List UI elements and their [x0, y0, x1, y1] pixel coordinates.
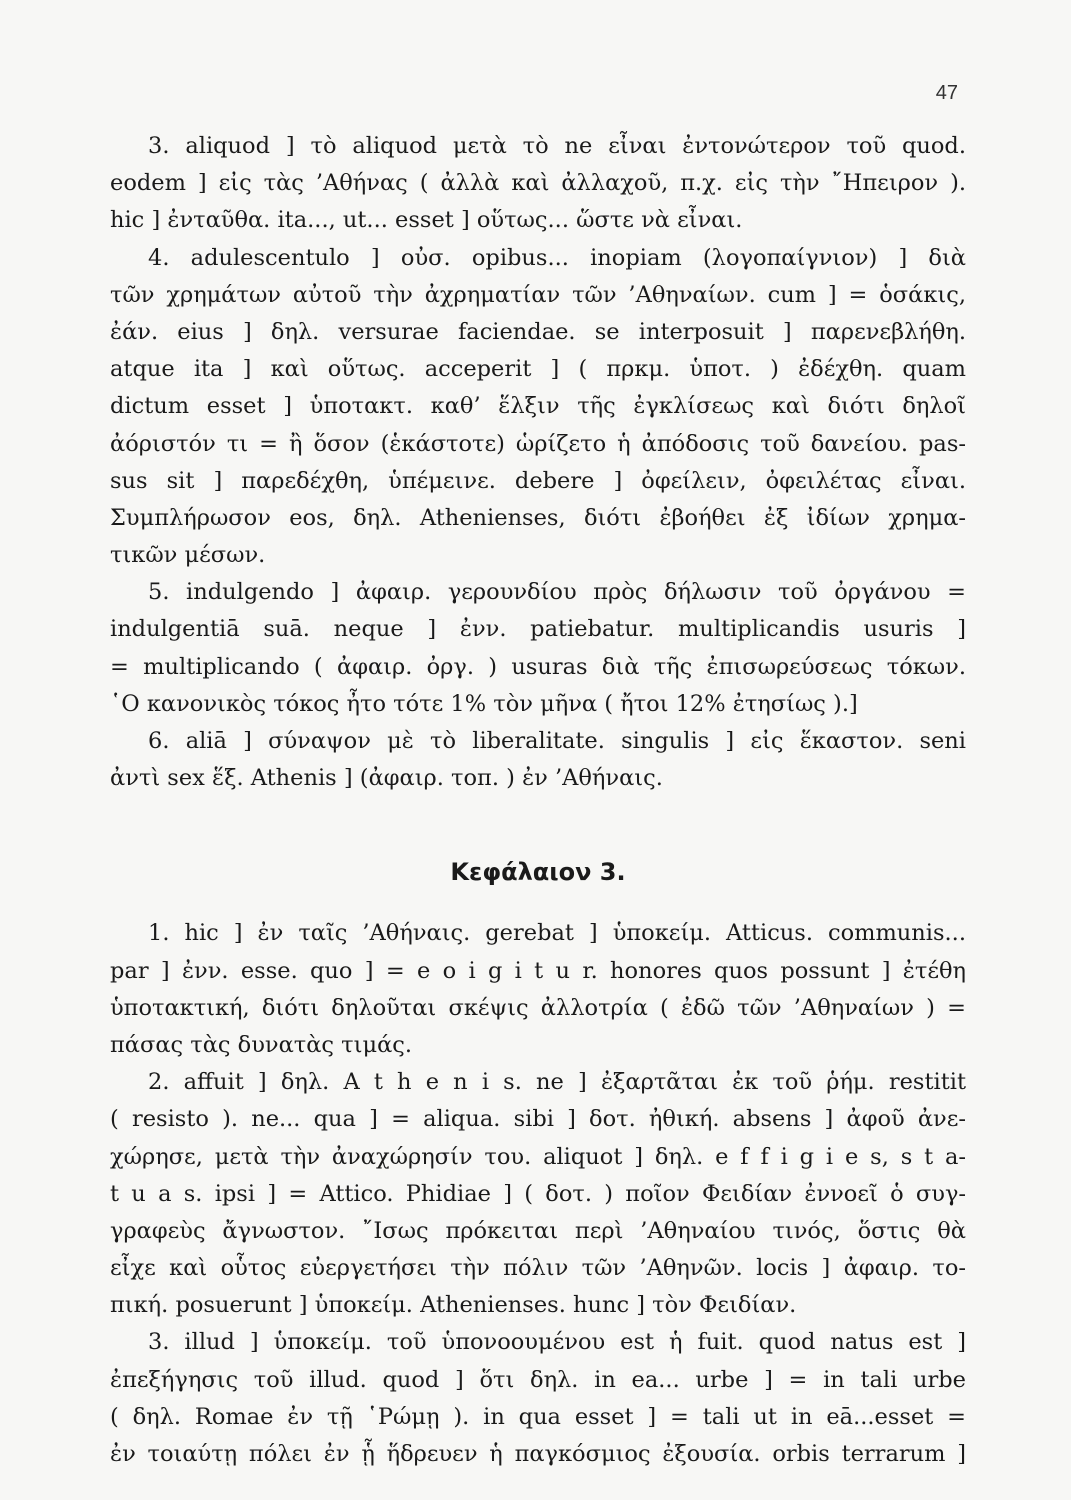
text-line: χώρησε, μετὰ τὴν ἀναχώρησίν του. aliquot ] δηλ. e f f i g i e s, s t a-: [110, 1143, 966, 1170]
text-line: τῶν χρημάτων αὐτοῦ τὴν ἀχρηματίαν τῶν ’Αθηναίων. cum ] = ὁσάκις,: [110, 281, 966, 308]
text-line: t u a s. ipsi ] = Attico. Phidiae ] ( δοτ. ) ποῖον Φειδίαν ἐννοεῖ ὁ συγ-: [110, 1180, 966, 1207]
text-line: 1. hic ] ἐν ταῖς ’Αθήναις. gerebat ] ὑποκείμ. Atticus. communis...: [148, 920, 966, 947]
text-line: indulgentiā suā. neque ] ἐνν. patiebatur. multiplicandis usuris ]: [110, 616, 966, 643]
text-line: 2. affuit ] δηλ. A t h e n i s. ne ] ἐξαρτᾶται ἐκ τοῦ ῥήμ. restitit: [148, 1069, 966, 1096]
text-line: ἐν τοιαύτῃ πόλει ἐν ᾗ ἥδρευεν ἡ παγκόσμιος ἐξουσία. orbis terrarum ]: [110, 1441, 966, 1467]
text-line: = multiplicando ( ἀφαιρ. ὀργ. ) usuras διὰ τῆς ἐπισωρεύσεως τόκων.: [110, 653, 966, 680]
text-line: ῾Ο κανονικὸς τόκος ἦτο τότε 1% τὸν μῆνα ( ἤτοι 12% ἐτησίως ).]: [110, 690, 858, 717]
text-line: ἐπεξήγησις τοῦ illud. quod ] ὅτι δηλ. in ea... urbe ] = in tali urbe: [110, 1366, 966, 1393]
page-number: 47: [935, 82, 958, 104]
text-line: Συμπλήρωσον eos, δηλ. Athenienses, διότι ἐβοήθει ἐξ ἰδίων χρημα-: [110, 504, 966, 531]
text-line: 3. illud ] ὑποκείμ. τοῦ ὑπονοουμένου est ἡ fuit. quod natus est ]: [148, 1329, 966, 1356]
text-line: εἶχε καὶ οὗτος εὐεργετήσει τὴν πόλιν τῶν ’Αθηνῶν. locis ] ἀφαιρ. το-: [110, 1255, 966, 1282]
text-line: sus sit ] παρεδέχθη, ὑπέμεινε. debere ] ὀφείλειν, ὀφειλέτας εἶναι.: [110, 467, 966, 494]
text-line: ( resisto ). ne... qua ] = aliqua. sibi ] δοτ. ἠθική. absens ] ἀφοῦ ἀνε-: [110, 1106, 966, 1133]
text-line: τικῶν μέσων.: [110, 542, 266, 569]
text-line: dictum esset ] ὑποτακτ. καθ’ ἕλξιν τῆς ἐγκλίσεως καὶ διότι δηλοῖ: [110, 393, 966, 420]
text-line: πική. posuerunt ] ὑποκείμ. Athenienses. hunc ] τὸν Φειδίαν.: [110, 1292, 797, 1319]
section-3-notes: [110, 915, 966, 1473]
text-line: 5. indulgendo ] ἀφαιρ. γερουνδίου πρὸς δήλωσιν τοῦ ὀργάνου =: [148, 579, 966, 606]
text-line: eodem ] εἰς τὰς ’Αθήνας ( ἀλλὰ καὶ ἀλλαχοῦ, π.χ. εἰς τὴν ῎Ηπειρον ).: [110, 170, 966, 197]
text-line: γραφεὺς ἄγνωστον. ῎Ισως πρόκειται περὶ ’Αθηναίου τινός, ὅστις θὰ: [110, 1217, 966, 1244]
text-line: 3. aliquod ] τὸ aliquod μετὰ τὸ ne εἶναι ἐντονώτερον τοῦ quod.: [148, 133, 966, 159]
section-1-notes: [110, 128, 966, 797]
chapter-heading: Κεφάλαιον 3.: [450, 858, 626, 887]
text-line: atque ita ] καὶ οὕτως. acceperit ] ( πρκμ. ὑποτ. ) ἐδέχθη. quam: [110, 356, 966, 383]
text-line: ὑποτακτική, διότι δηλοῦται σκέψις ἀλλοτρία ( ἐδῶ τῶν ’Αθηναίων ) =: [110, 994, 966, 1021]
text-line: par ] ἐνν. esse. quo ] = e o i g i t u r. honores quos possunt ] ἐτέθη: [110, 957, 966, 984]
text-line: 4. adulescentulo ] οὐσ. opibus... inopiam (λογοπαίγνιον) ] διὰ: [148, 244, 966, 271]
text-line: πάσας τὰς δυνατὰς τιμάς.: [110, 1031, 413, 1058]
text-line: hic ] ἐνταῦθα. ita..., ut... esset ] οὕτως... ὥστε νὰ εἶναι.: [110, 207, 743, 234]
text-line: ( δηλ. Romae ἐν τῇ ῾Ρώμῃ ). in qua esset ] = tali ut in eā...esset =: [110, 1403, 966, 1430]
text-line: ἐάν. eius ] δηλ. versurae faciendae. se interposuit ] παρενεβλήθη.: [110, 318, 966, 345]
text-line: ἀόριστόν τι = ἢ ὅσον (ἑκάστοτε) ὡρίζετο ἡ ἀπόδοσις τοῦ δανείου. pas-: [110, 430, 966, 457]
text-line: ἀντὶ sex ἕξ. Athenis ] (ἀφαιρ. τοπ. ) ἐν ’Αθήναις.: [110, 765, 663, 792]
text-line: 6. aliā ] σύναψον μὲ τὸ liberalitate. singulis ] εἰς ἕκαστον. seni: [148, 728, 966, 754]
main-text: [110, 128, 966, 1473]
